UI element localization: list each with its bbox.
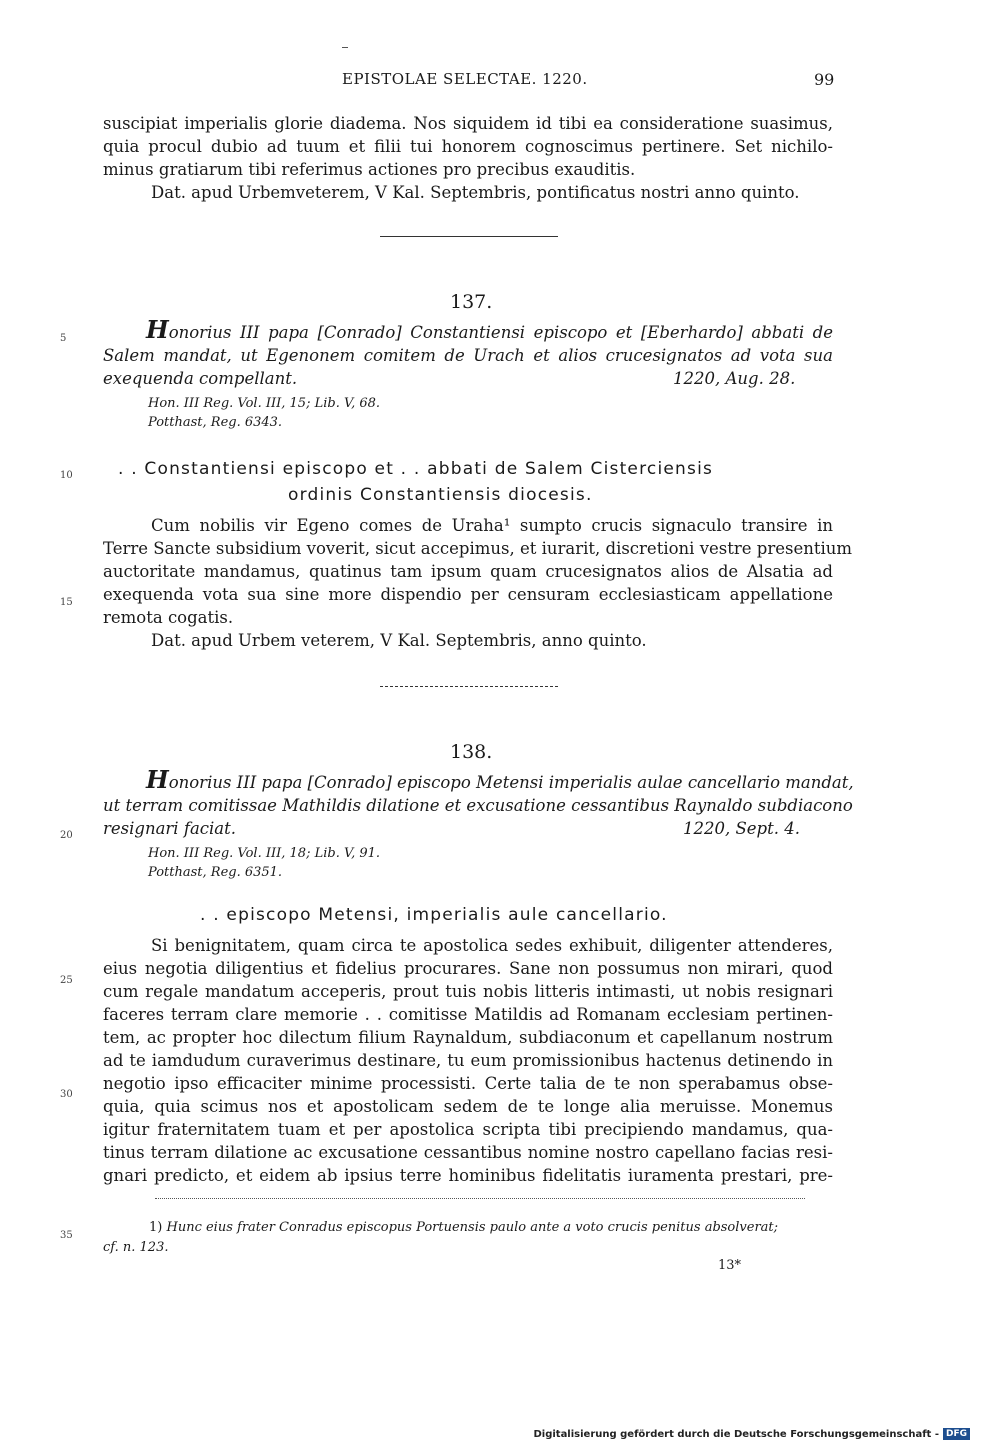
text-line: onorius III papa [Conrado] episcopo Metensi imperialis aulae cancellario mandat, bbox=[168, 773, 854, 792]
text-line: tinus terram dilatione ac excusatione cessantibus nomine nostro capellano facias resi- bbox=[103, 1143, 833, 1162]
text-line: ad te iamdudum curaverimus destinare, tu eum promissionibus hactenus detinendo in bbox=[103, 1051, 833, 1070]
dfg-logo: DFG bbox=[943, 1428, 970, 1440]
letter-137-sources bbox=[148, 394, 380, 432]
text-line: cum regale mandatum acceperis, prout tuis nobis litteris intimasti, ut nobis resignari bbox=[103, 982, 833, 1001]
separator-rule bbox=[380, 686, 558, 687]
text-line: suscipiat imperialis glorie diadema. Nos siquidem id tibi ea consideratione suasimus, bbox=[103, 114, 833, 133]
footnote-marker: 1) bbox=[149, 1220, 163, 1235]
line-number: 25 bbox=[60, 975, 73, 986]
letter-number-138: 138. bbox=[450, 741, 493, 763]
text-line: minus gratiarum tibi referimus actiones pro precibus exauditis. bbox=[103, 160, 636, 179]
letter-138-address: . . episcopo Metensi, imperialis aule cancellario. bbox=[200, 905, 668, 925]
dating-clause: Dat. apud Urbem veterem, V Kal. Septembris, anno quinto. bbox=[151, 631, 647, 650]
intro-paragraph bbox=[103, 112, 833, 204]
text-line: negotio ipso efficaciter minime processisti. Certe talia de te non sperabamus obse- bbox=[103, 1074, 833, 1093]
footnote bbox=[103, 1218, 833, 1258]
running-header: EPISTOLAE SELECTAE. 1220. bbox=[342, 70, 588, 88]
letter-138-body bbox=[103, 934, 833, 1187]
source-line: Potthast, Reg. 6351. bbox=[148, 865, 283, 880]
text-line: ut terram comitissae Mathildis dilatione et excusatione cessantibus Raynaldo subdiacono bbox=[103, 796, 853, 815]
text-line: Salem mandat, ut Egenonem comitem de Urach et alios crucesignatos ad vota sua bbox=[103, 346, 833, 365]
text-line: faceres terram clare memorie . . comitisse Matildis ad Romanam ecclesiam pertinen- bbox=[103, 1005, 833, 1024]
letter-138-summary bbox=[103, 765, 854, 840]
drop-capital: H bbox=[146, 315, 169, 344]
signature-mark: 13* bbox=[718, 1258, 742, 1273]
footnote-separator bbox=[155, 1198, 805, 1199]
letter-137-body bbox=[103, 514, 853, 652]
line-number: 35 bbox=[60, 1230, 73, 1241]
letter-137-summary bbox=[103, 315, 833, 390]
address-line: ordinis Constantiensis diocesis. bbox=[288, 485, 593, 505]
source-line: Hon. III Reg. Vol. III, 18; Lib. V, 91. bbox=[148, 846, 381, 861]
text-line: Si benignitatem, quam circa te apostolica sedes exhibuit, diligenter attenderes, bbox=[151, 936, 833, 955]
text-line: tem, ac propter hoc dilectum filium Raynaldum, subdiaconum et capellanum nostrum bbox=[103, 1028, 833, 1047]
line-number: 30 bbox=[60, 1089, 73, 1100]
summary-date: 1220, Sept. 4. bbox=[683, 819, 800, 838]
text-line: Cum nobilis vir Egeno comes de Uraha¹ sumpto crucis signaculo transire in bbox=[151, 516, 833, 535]
letter-number-137: 137. bbox=[450, 291, 493, 313]
text-line: eius negotia diligentius et fidelius procurares. Sane non possumus non mirari, quod bbox=[103, 959, 833, 978]
footer-text: Digitalisierung gefördert durch die Deutsche Forschungsgemeinschaft - bbox=[533, 1428, 939, 1440]
summary-date: 1220, Aug. 28. bbox=[673, 369, 796, 388]
text-line: gnari predicto, et eidem ab ipsius terre hominibus fidelitatis iuramenta prestari, pre- bbox=[103, 1166, 833, 1185]
dating-clause: Dat. apud Urbemveterem, V Kal. Septembris, pontificatus nostri anno quinto. bbox=[151, 183, 800, 202]
text-line: auctoritate mandamus, quatinus tam ipsum quam crucesignatos alios de Alsatia ad bbox=[103, 562, 833, 581]
separator-rule bbox=[380, 236, 558, 237]
text-line: Terre Sancte subsidium voverit, sicut accepimus, et iurarit, discretioni vestre presentium bbox=[103, 539, 853, 558]
letter-137-address bbox=[118, 456, 838, 508]
text-line: onorius III papa [Conrado] Constantiensi episcopo et [Eberhardo] abbati de bbox=[168, 323, 833, 342]
text-line: exequenda vota sua sine more dispendio per censuram ecclesiasticam appellatione bbox=[103, 585, 833, 604]
line-number: 10 bbox=[60, 470, 73, 481]
drop-capital: H bbox=[146, 765, 169, 794]
text-line: igitur fraternitatem tuam et per apostolica scripta tibi precipiendo mandamus, qua- bbox=[103, 1120, 833, 1139]
source-line: Hon. III Reg. Vol. III, 15; Lib. V, 68. bbox=[148, 396, 381, 411]
text-line: quia, quia scimus nos et apostolicam sedem de te longe alia meruisse. Monemus bbox=[103, 1097, 833, 1116]
page-number: 99 bbox=[814, 70, 835, 89]
stray-mark bbox=[342, 47, 348, 48]
funding-footer bbox=[533, 1428, 970, 1440]
line-number: 5 bbox=[60, 333, 67, 344]
footnote-text: cf. n. 123. bbox=[103, 1240, 169, 1255]
address-line: . . Constantiensi episcopo et . . abbati de Salem Cisterciensis bbox=[118, 459, 714, 479]
text-line: resignari faciat. bbox=[103, 819, 237, 838]
footnote-text: Hunc eius frater Conradus episcopus Portuensis paulo ante a voto crucis penitus absolverat; bbox=[166, 1220, 779, 1235]
text-line: remota cogatis. bbox=[103, 608, 234, 627]
letter-138-sources bbox=[148, 844, 380, 882]
line-number: 20 bbox=[60, 830, 73, 841]
text-line: quia procul dubio ad tuum et filii tui honorem cognoscimus pertinere. Set nichilo- bbox=[103, 137, 833, 156]
text-line: exequenda compellant. bbox=[103, 369, 298, 388]
line-number: 15 bbox=[60, 597, 73, 608]
source-line: Potthast, Reg. 6343. bbox=[148, 415, 283, 430]
